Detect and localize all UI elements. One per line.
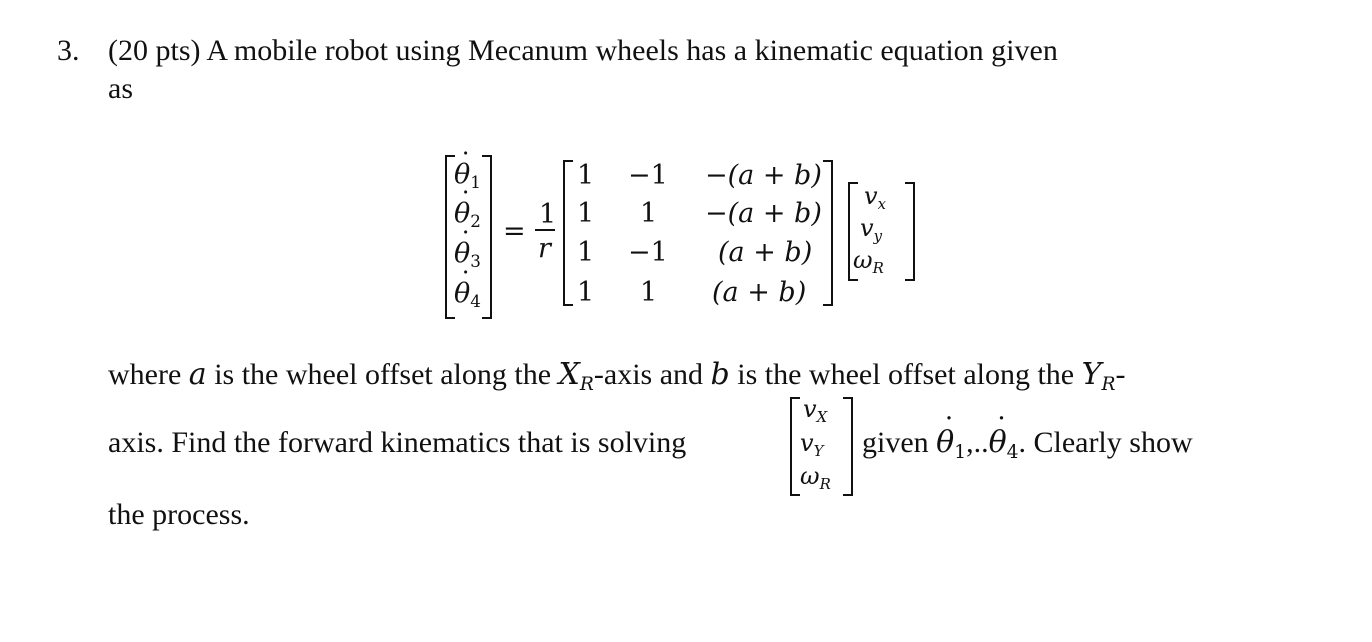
rhs-vx: vx: [864, 182, 886, 213]
problem-intro: A mobile robot using Mecanum wheels has a kinematic equation given: [206, 34, 1058, 67]
lhs-theta-dot-2: ˙ θ2: [454, 200, 481, 227]
matrix-r1-c2: −1: [628, 160, 668, 191]
matrix-r4-c3: (a + b): [712, 277, 807, 308]
body-line-2-post: given ˙ θ1,..˙ θ4. Clearly show: [862, 428, 1193, 458]
lhs-theta-dot-1: ˙ θ1: [454, 161, 481, 188]
matrix-right-bracket: [823, 160, 833, 306]
problem-number: 3.: [57, 34, 80, 67]
inline-vector-vy: vY: [800, 429, 824, 460]
inline-vector-vx: vX: [803, 395, 828, 426]
matrix-r3-c2: −1: [628, 237, 668, 268]
inline-vector-omega-r: ωR: [800, 462, 831, 493]
lhs-theta-dot-3: ˙ θ3: [454, 240, 481, 267]
points-label: (20 pts): [108, 34, 201, 67]
problem-heading: [108, 36, 1058, 66]
inline-vector-left-bracket: [790, 397, 800, 496]
lhs-right-bracket: [482, 155, 492, 319]
matrix-left-bracket: [563, 160, 573, 306]
fraction-bar: [535, 229, 555, 231]
scalar-denominator: r: [538, 233, 551, 264]
matrix-r4-c1: 1: [577, 277, 595, 308]
matrix-r3-c3: (a + b): [718, 237, 813, 268]
matrix-r2-c3: −(a + b): [705, 198, 822, 229]
equals-sign: =: [503, 216, 526, 247]
inline-vector-right-bracket: [843, 397, 853, 496]
matrix-r4-c2: 1: [640, 277, 658, 308]
matrix-r3-c1: 1: [577, 237, 595, 268]
rhs-omega-r: ωR: [853, 246, 884, 277]
matrix-r1-c1: 1: [577, 160, 595, 191]
matrix-r2-c1: 1: [577, 198, 595, 229]
body-line-3: the process.: [108, 498, 250, 531]
matrix-r1-c3: −(a + b): [705, 160, 822, 191]
body-line-1: where a is the wheel offset along the XR-axis and b is the wheel offset along the YR-: [108, 357, 1126, 395]
body-line-2-pre: axis. Find the forward kinematics that is solving: [108, 426, 687, 459]
scalar-numerator: 1: [539, 199, 557, 230]
matrix-r2-c2: 1: [640, 198, 658, 229]
lhs-theta-dot-4: ˙ θ4: [454, 280, 481, 307]
problem-intro-continued: as: [108, 72, 133, 105]
rhs-right-bracket: [905, 182, 915, 281]
rhs-vy: vy: [860, 214, 882, 245]
